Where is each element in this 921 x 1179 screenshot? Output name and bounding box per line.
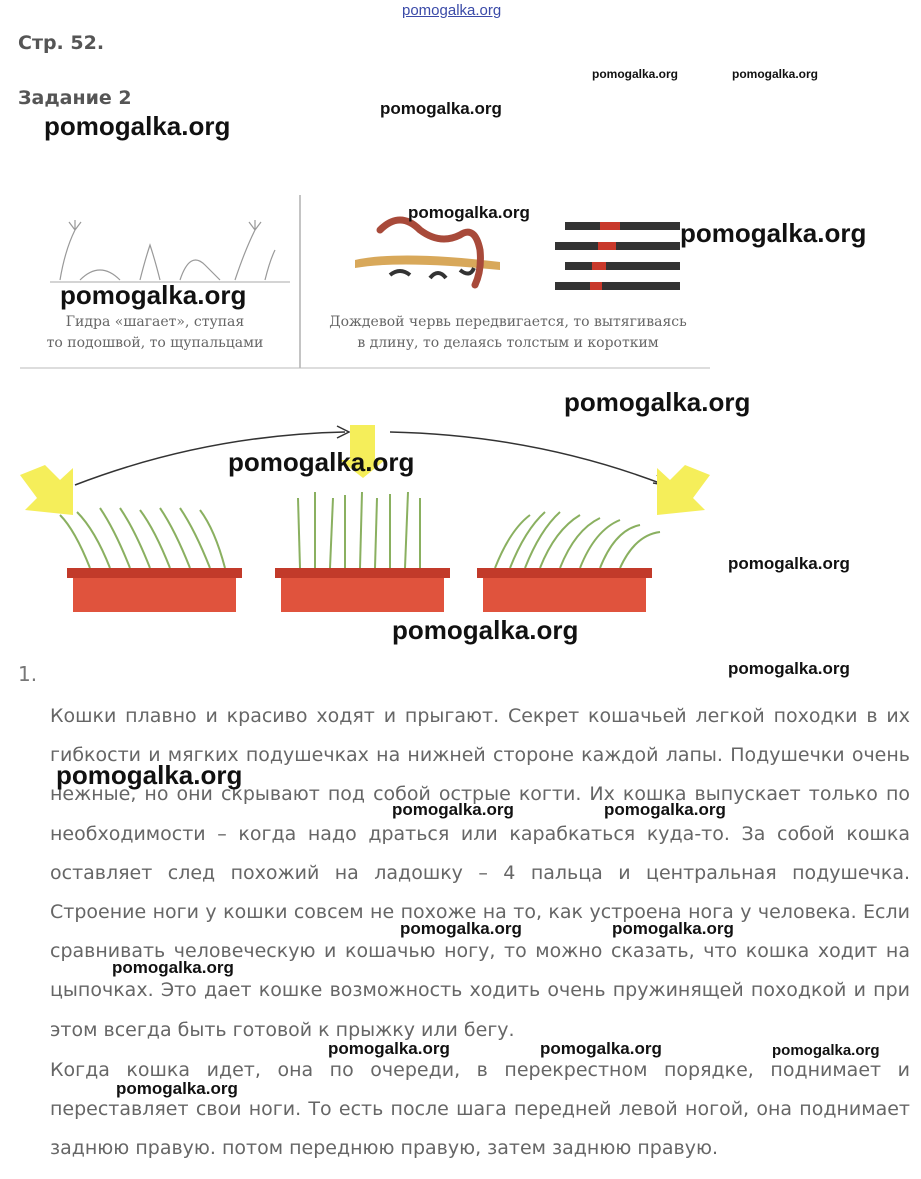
watermark: pomogalka.org bbox=[728, 554, 850, 573]
watermark: pomogalka.org bbox=[604, 800, 726, 819]
watermark: pomogalka.org bbox=[728, 659, 850, 678]
watermark: pomogalka.org bbox=[228, 447, 415, 477]
top-watermark-link[interactable]: pomogalka.org bbox=[402, 2, 502, 19]
seedlings-middle bbox=[298, 492, 420, 568]
worm-sketch bbox=[355, 220, 500, 285]
pots bbox=[67, 568, 652, 612]
worm-stages bbox=[555, 222, 680, 290]
page-number-header: Стр. 52. bbox=[18, 32, 105, 54]
watermark: pomogalka.org bbox=[328, 1039, 450, 1058]
watermark: pomogalka.org bbox=[380, 99, 502, 118]
answer-paragraph-2: Когда кошка идет, она по очереди, в перекрестном порядке, поднимает и переставляет свои ноги. То есть после шага передней левой ногой, она поднимает заднюю правую. потом переднюю правую, затем заднюю правую. bbox=[50, 1059, 910, 1160]
watermark: pomogalka.org bbox=[540, 1039, 662, 1058]
watermark: pomogalka.org bbox=[732, 67, 819, 81]
watermark: pomogalka.org bbox=[680, 218, 867, 248]
task-header: Задание 2 bbox=[18, 87, 132, 109]
answer-number: 1. bbox=[18, 662, 38, 686]
watermark: pomogalka.org bbox=[392, 800, 514, 819]
watermark: pomogalka.org bbox=[44, 111, 231, 141]
watermark: pomogalka.org bbox=[116, 1079, 238, 1098]
watermark: pomogalka.org bbox=[772, 1042, 880, 1059]
watermark: pomogalka.org bbox=[408, 203, 530, 222]
watermark: pomogalka.org bbox=[564, 387, 751, 417]
hydra-caption: Гидра «шагает», ступая то подошвой, то щупальцами bbox=[46, 314, 264, 351]
light-arrow-right bbox=[657, 465, 710, 515]
watermark: pomogalka.org bbox=[592, 67, 679, 81]
watermark: pomogalka.org bbox=[56, 760, 243, 790]
light-arrow-left bbox=[20, 465, 73, 515]
hydra-sketch bbox=[60, 220, 275, 280]
seedlings-left bbox=[60, 508, 225, 568]
watermark: pomogalka.org bbox=[60, 280, 247, 310]
answer-paragraph-1: Кошки плавно и красиво ходят и прыгают. Секрет кошачьей легкой походки в их гибкости и мягких подушечках на нижней стороне каждой лапы. Подушечки очень нежные, но они скрывают под собой острые когти. Их кошка выпускает только по необходимости – когда надо драться или карабкаться куда-то. За собой кошка оставляет след похожий на ладошку – 4 пальца и центральная подушечка. Строение ноги у кошки совсем не похоже на то, как устроена нога у человека. Если сравнивать человеческую и кошачью ногу, то можно сказать, что кошка ходит на цыпочках. Это дает кошке возможность ходить очень пружинящей походкой и при этом всегда быть готовой к прыжку или бегу. bbox=[50, 705, 910, 1041]
watermark: pomogalka.org bbox=[112, 958, 234, 977]
watermark: pomogalka.org bbox=[400, 919, 522, 938]
worm-caption: Дождевой червь передвигается, то вытягиваясь в длину, то делаясь толстым и коротким bbox=[329, 314, 687, 351]
watermark: pomogalka.org bbox=[612, 919, 734, 938]
watermark: pomogalka.org bbox=[392, 615, 579, 645]
seedlings-right bbox=[495, 512, 660, 568]
